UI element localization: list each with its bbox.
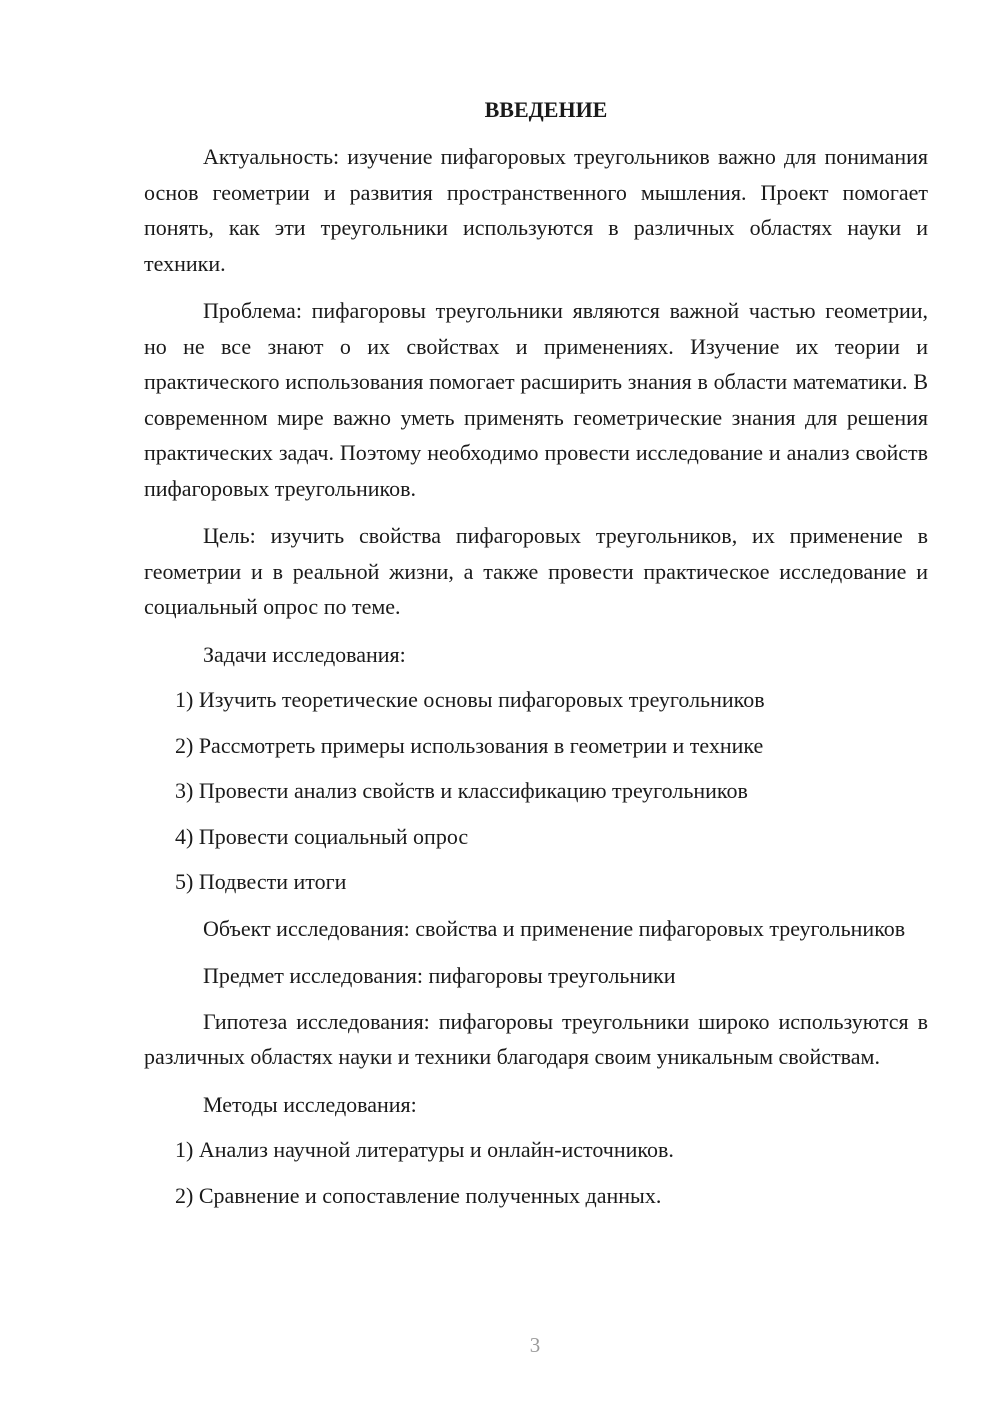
methods-title: Методы исследования: (203, 1091, 417, 1117)
hypothesis-paragraph: Гипотеза исследования: пифагоровы треугольники широко используются в различных областях науки и техники благодаря своим уникальным свойствам. (144, 1008, 928, 1069)
method-item: 1) Анализ научной литературы и онлайн-источников. (175, 1137, 674, 1162)
section-heading: ВВЕДЕНИЕ (484, 97, 608, 122)
subject-paragraph: Предмет исследования: пифагоровы треугольники (203, 963, 676, 988)
methods-list (144, 1132, 928, 1213)
task-item: 3) Провести анализ свойств и классификацию треугольников (175, 778, 748, 803)
tasks-title: Задачи исследования: (203, 641, 406, 667)
problem-paragraph: Проблема: пифагоровы треугольники являются важной частью геометрии, но не все знают о их свойствах и применениях. Изучение их теории и практического использования помогает расширить знания в области математики. В современном мире важно уметь применять геометрические знания для решения практических задач. Поэтому необходимо провести исследование и анализ свойств пифагоровых треугольников. (144, 298, 928, 501)
task-item: 5) Подвести итоги (175, 869, 347, 894)
task-item: 1) Изучить теоретические основы пифагоровых треугольников (175, 687, 765, 712)
page-number: 3 (529, 1333, 541, 1357)
page-content (144, 92, 928, 1223)
object-paragraph: Объект исследования: свойства и применение пифагоровых треугольников (203, 915, 906, 941)
method-item: 2) Сравнение и сопоставление полученных данных. (175, 1182, 662, 1208)
tasks-list (144, 682, 928, 900)
task-item: 2) Рассмотреть примеры использования в геометрии и технике (175, 732, 764, 758)
task-item: 4) Провести социальный опрос (175, 823, 469, 849)
relevance-paragraph: Актуальность: изучение пифагоровых треугольников важно для понимания основ геометрии и развития пространственного мышления. Проект помогает понять, как эти треугольники используются в различных областях науки и техники. (144, 144, 928, 276)
goal-paragraph: Цель: изучить свойства пифагоровых треугольников, их применение в геометрии и в реальной жизни, а также провести практическое исследование и социальный опрос по теме. (144, 523, 928, 619)
